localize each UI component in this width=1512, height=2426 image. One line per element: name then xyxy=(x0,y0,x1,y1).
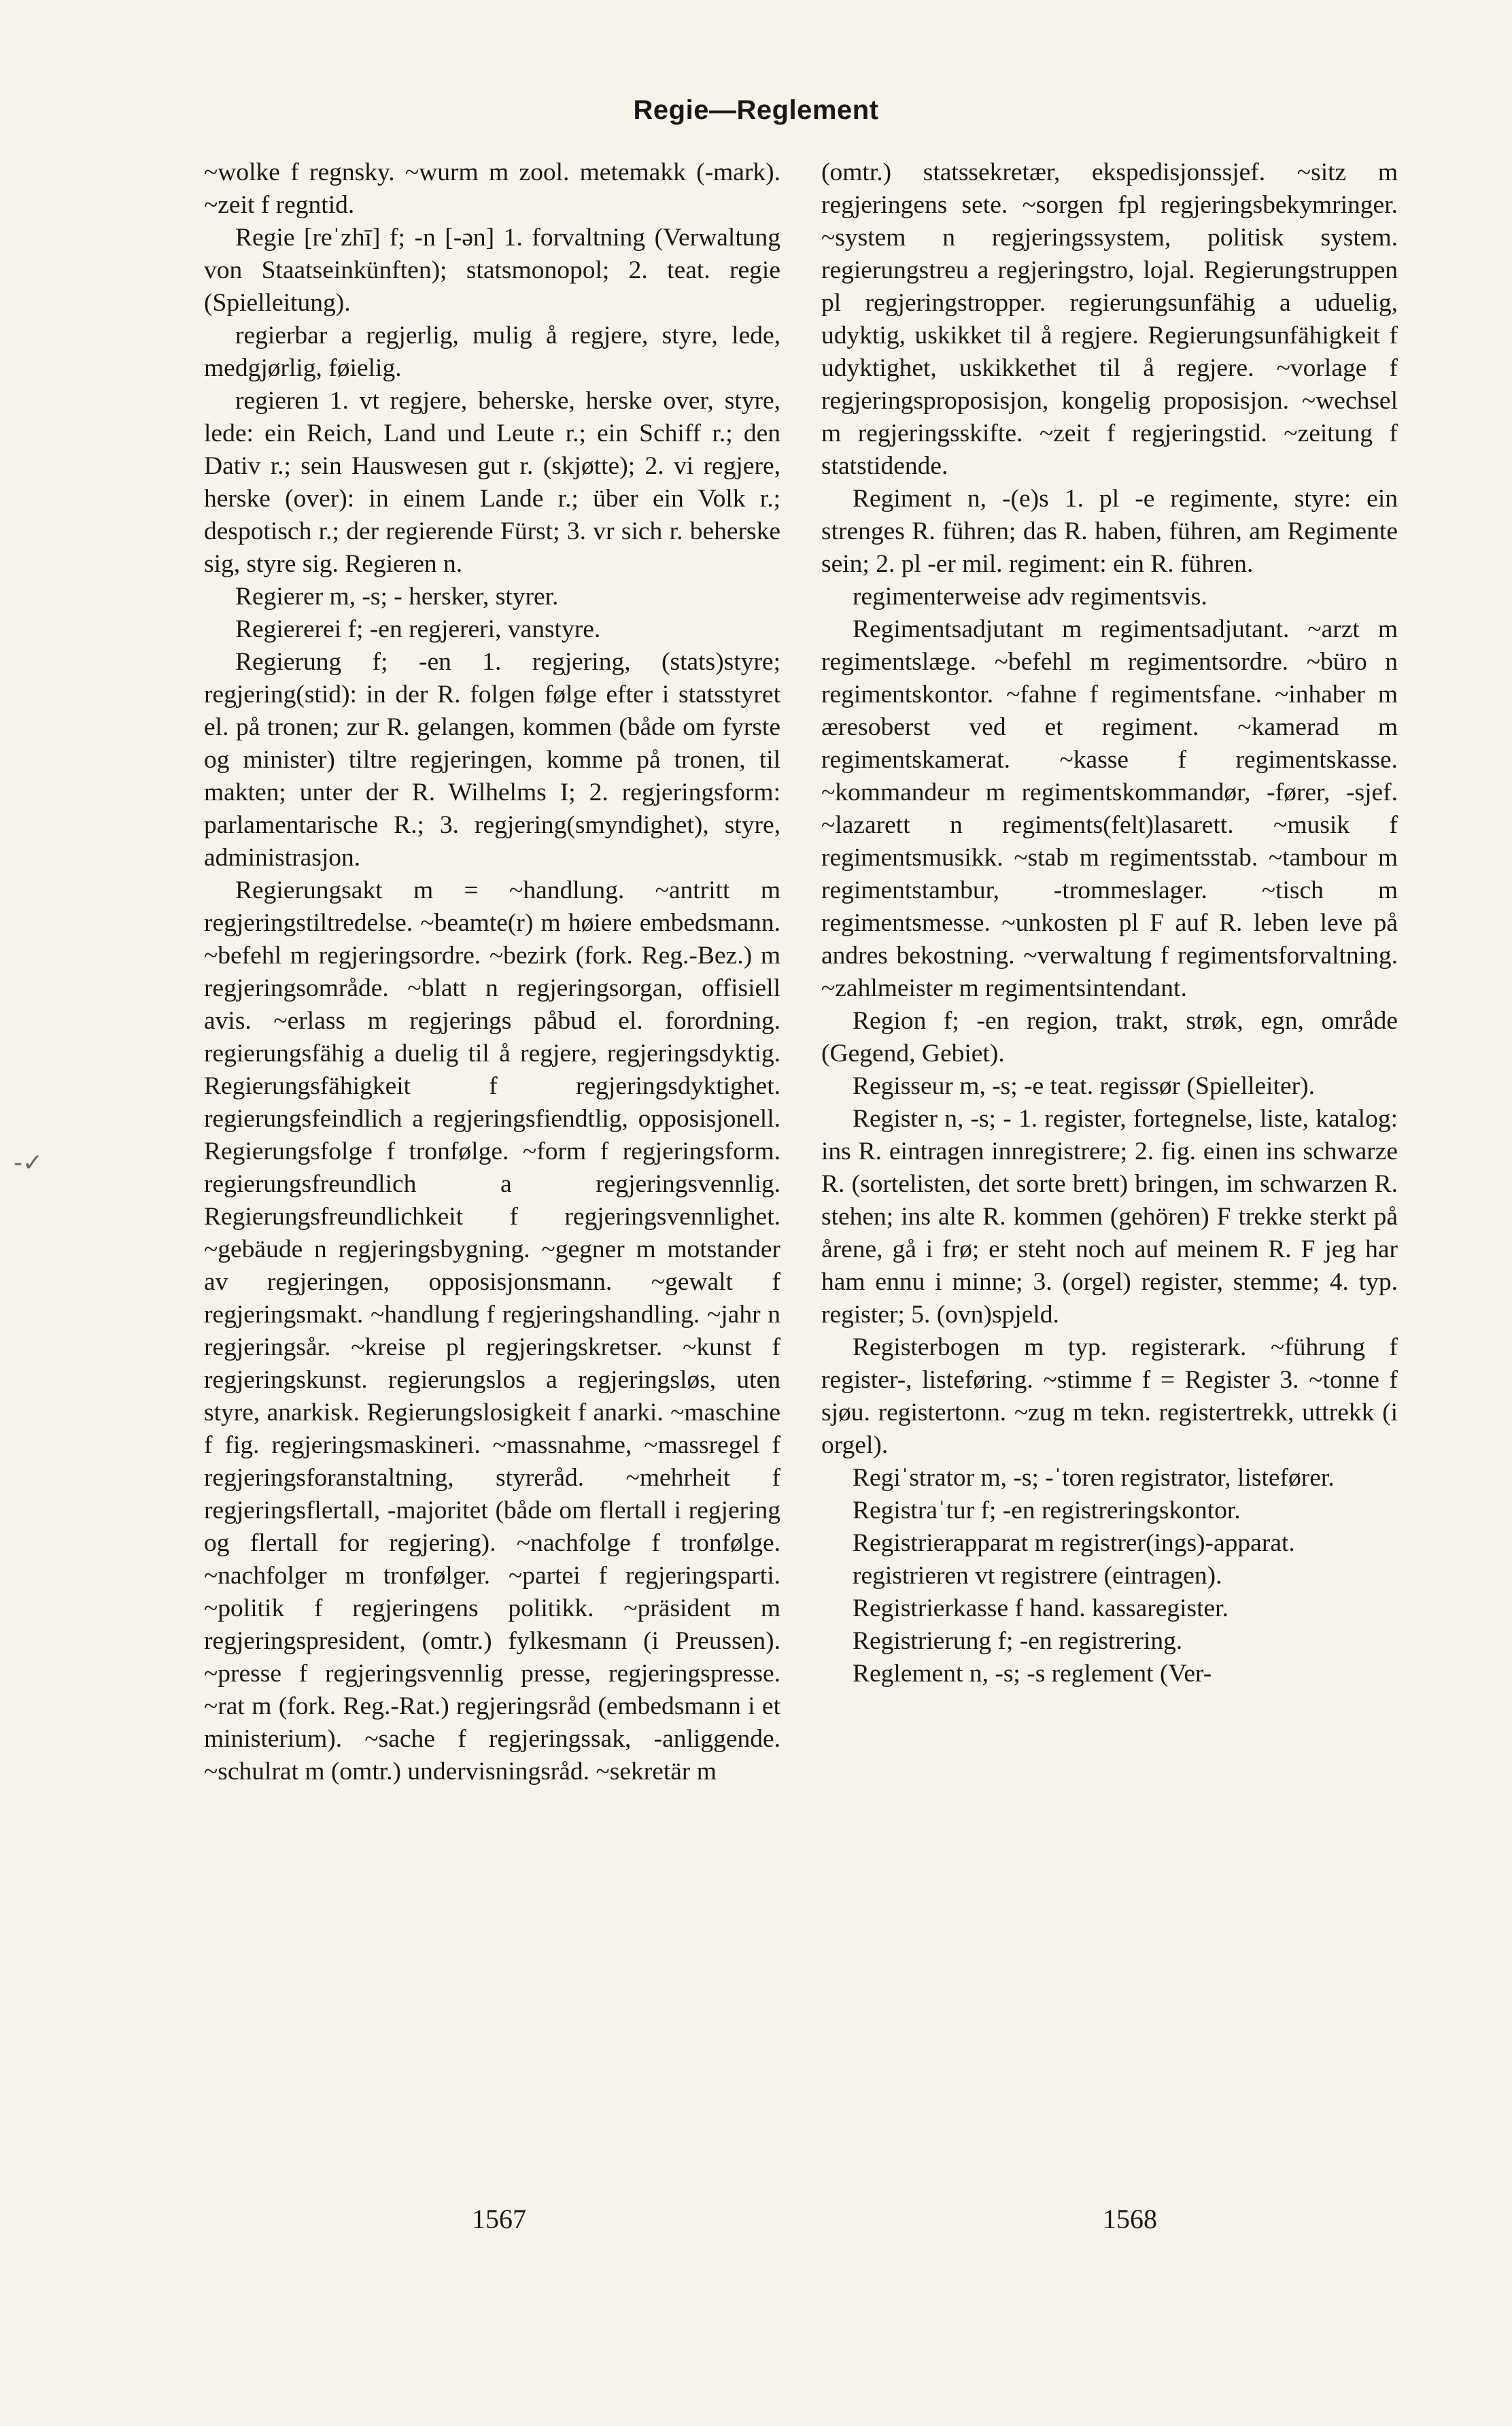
dictionary-entry: Regierer m, -s; - hersker, styrer. xyxy=(235,583,559,611)
left-column xyxy=(204,156,780,1788)
dictionary-entry: regierbar a regjerlig, mulig å regjere, styre, lede, medgjørlig, føielig. xyxy=(204,322,780,382)
dictionary-entry: Registrierung f; -en registrering. xyxy=(853,1627,1183,1655)
dictionary-entry: Regiment n, -(e)s 1. pl -e regimente, styre: ein strenges R. führen; das R. haben, führen, am Regimente sein; 2. pl -er mil. regiment: ein R. führen. xyxy=(821,485,1398,578)
dictionary-entry: Regiererei f; -en regjereri, vanstyre. xyxy=(235,615,601,643)
dictionary-entry: Region f; -en region, trakt, strøk, egn, område (Gegend, Gebiet). xyxy=(821,1007,1398,1067)
dictionary-entry: Regie [reˈzhī] f; -n [-ən] 1. forvaltning (Verwaltung von Staatseinkünften); statsmonopol; 2. teat. regie (Spielleitung). xyxy=(204,224,780,317)
page-number-left: 1567 xyxy=(472,2204,526,2234)
dictionary-entry: Registrierapparat m registrer(ings)-apparat. xyxy=(853,1529,1295,1557)
dictionary-entry: Register n, -s; - 1. register, fortegnelse, liste, katalog: ins R. eintragen innregistrere; 2. fig. einen ins schwarze R. (sortelisten, det sorte brett) bringen, im schwarzen R. stehen; ins alte R. kommen (gehören) F trekke sterkt på årene, gå i frø; er steht noch auf meinem R. F jeg har ham ennu i minne; 3. (orgel) register, stemme; 4. typ. register; 5. (ovn)spjeld. xyxy=(821,1105,1398,1329)
dictionary-entry: Regimentsadjutant m regimentsadjutant. ~arzt m regimentslæge. ~befehl m regimentsordre. ~büro n regimentskontor. ~fahne f regimentsfane. ~inhaber m æresoberst ved et regiment. ~kamerad m regimentskamerat. ~kasse f regimentskasse. ~kommandeur m regimentskommandør, -fører, -sjef. ~lazarett n regiments(felt)lasarett. ~musik f regimentsmusikk. ~stab m regimentsstab. ~tambour m regimentstambur, -trommeslager. ~tisch m regimentsmesse. ~unkosten pl F auf R. leben leve på andres bekostning. ~verwaltung f regimentsforvaltning. ~zahlmeister m regimentsintendant. xyxy=(821,615,1398,1002)
dictionary-entry: Reglement n, -s; -s reglement (Ver- xyxy=(853,1660,1212,1688)
dictionary-entry: Registraˈtur f; -en registreringskontor. xyxy=(853,1497,1241,1524)
page-number-right: 1568 xyxy=(1103,2204,1157,2234)
dictionary-entry: (omtr.) statssekretær, ekspedisjonssjef. ~sitz m regjeringens sete. ~sorgen fpl regjeringsbekymringer. ~system n regjeringssystem, politisk system. regierungstreu a regjeringstro, lojal. Regierungstruppen pl regjeringstropper. regierungsunfähig a uduelig, udyktig, uskikket til å regjere. Regierungsunfähigkeit f udyktighet, uskikkethet til å regjere. ~vorlage f regjeringsproposisjon, kongelig proposisjon. ~wechsel m regjeringsskifte. ~zeit f regjeringstid. ~zeitung f statstidende. xyxy=(821,158,1398,480)
dictionary-entry: Regierungsakt m = ~handlung. ~antritt m regjeringstiltredelse. ~beamte(r) m høiere embedsmann. ~befehl m regjeringsordre. ~bezirk (fork. Reg.-Bez.) m regjeringsområde. ~blatt n regjeringsorgan, offisiell avis. ~erlass m regjerings påbud el. forordning. regierungsfähig a duelig til å regjere, regjeringsdyktig. Regierungsfähigkeit f regjeringsdyktighet. regierungsfeindlich a regjeringsfiendtlig, opposisjonell. Regierungsfolge f tronfølge. ~form f regjeringsform. regierungsfreundlich a regjeringsvennlig. Regierungsfreundlichkeit f regjeringsvennlighet. ~gebäude n regjeringsbygning. ~gegner m motstander av regjeringen, opposisjonsmann. ~gewalt f regjeringsmakt. ~handlung f regjeringshandling. ~jahr n regjeringsår. ~kreise pl regjeringskretser. ~kunst f regjeringskunst. regierungslos a regjeringsløs, uten styre, anarkisk. Regierungslosigkeit f anarki. ~maschine f fig. regjeringsmaskineri. ~massnahme, ~massregel f regjeringsforanstaltning, styreråd. ~mehrheit f regjeringsflertall, -majoritet (både om flertall i regjering og flertall for regjering). ~nachfolge f tronfølge. ~nachfolger m tronfølger. ~partei f regjeringsparti. ~politik f regjeringens politikk. ~präsident m regjeringspresident, (omtr.) fylkesmann (i Preussen). ~presse f regjeringsvennlig presse, regjeringspresse. ~rat m (fork. Reg.-Rat.) regjeringsråd (embedsmann i et ministerium). ~sache f regjeringssak, -anliggende. ~schulrat m (omtr.) undervisningsråd. ~sekretär m xyxy=(204,876,780,1786)
dictionary-entry: ~wolke f regnsky. ~wurm m zool. metemakk (-mark). ~zeit f regntid. xyxy=(204,158,780,219)
dictionary-entry: regieren 1. vt regjere, beherske, herske over, styre, lede: ein Reich, Land und Leute r.; ein Schiff r.; den Dativ r.; sein Hauswesen gut r. (skjøtte); 2. vi regjere, herske (over): in einem Lande r.; über ein Volk r.; despotisch r.; der regierende Fürst; 3. vr sich r. beherske sig, styre sig. Regieren n. xyxy=(204,387,780,578)
dictionary-entry: Regisseur m, -s; -e teat. regissør (Spielleiter). xyxy=(853,1072,1316,1100)
dictionary-entry: Registerbogen m typ. registerark. ~führung f register-, listeføring. ~stimme f = Register 3. ~tonne f sjøu. registertonn. ~zug m tekn. registertrekk, uttrekk (i orgel). xyxy=(821,1333,1398,1459)
right-column xyxy=(821,156,1398,1690)
running-header: Regie—Reglement xyxy=(633,95,879,125)
dictionary-entry: Regiˈstrator m, -s; -ˈtoren registrator, listefører. xyxy=(853,1464,1335,1492)
dictionary-entry: Regierung f; -en 1. regjering, (stats)styre; regjering(stid): in der R. folgen følge efter i statsstyret el. på tronen; zur R. gelangen, kommen (både om fyrste og minister) tiltre regjeringen, komme på tronen, til makten; unter der R. Wilhelms I; 2. regjeringsform: parlamentarische R.; 3. regjering(smyndighet), styre, administrasjon. xyxy=(204,648,780,872)
margin-mark: -✓ xyxy=(14,1149,44,1177)
dictionary-entry: regimenterweise adv regimentsvis. xyxy=(853,583,1207,611)
dictionary-entry: registrieren vt registrere (eintragen). xyxy=(853,1562,1222,1590)
dictionary-entry: Registrierkasse f hand. kassaregister. xyxy=(853,1594,1228,1622)
